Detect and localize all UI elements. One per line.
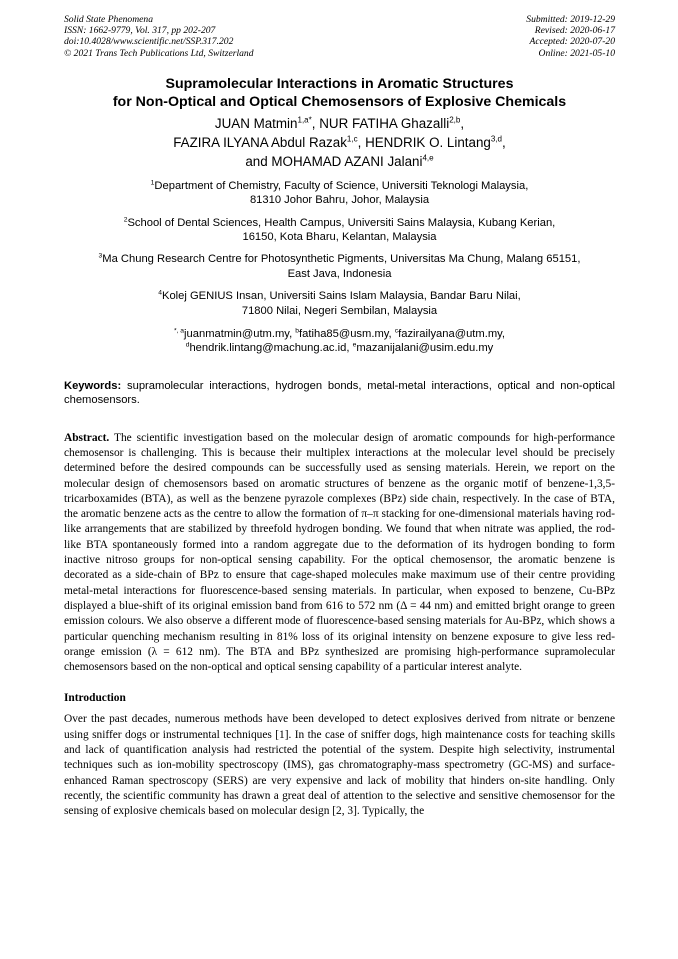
keywords <box>64 379 615 408</box>
author-name: JUAN Matmin <box>214 115 298 131</box>
author-name: HENDRIK O. Lintang <box>365 134 491 150</box>
affiliation-number: 2 <box>123 215 128 223</box>
date-submitted: Submitted: 2019-12-29 <box>526 14 615 25</box>
author-affiliation-mark: 4,e <box>422 153 434 163</box>
paper-title <box>64 75 615 111</box>
affiliation-line: Kolej GENIUS Insan, Universiti Sains Islam Malaysia, Bandar Baru Nilai, <box>161 290 521 303</box>
affiliation-3 <box>64 252 615 281</box>
affiliation-4 <box>64 289 615 318</box>
affiliation-line: 71800 Nilai, Negeri Sembilan, Malaysia <box>241 304 438 317</box>
author-line-2 <box>64 133 615 152</box>
date-revised: Revised: 2020-06-17 <box>534 25 615 37</box>
abstract <box>64 431 615 676</box>
journal-copyright: © 2021 Trans Tech Publications Ltd, Switzerland <box>64 47 254 59</box>
date-accepted: Accepted: 2020-07-20 <box>529 36 615 48</box>
journal-doi: doi:10.4028/www.scientific.net/SSP.317.202 <box>64 36 234 48</box>
affiliation-number: 1 <box>150 179 155 187</box>
author-emails <box>64 327 615 356</box>
email-address[interactable]: fazirailyana@utm.my, <box>398 328 506 341</box>
author-affiliation-mark: 1,c <box>346 134 358 144</box>
email-address[interactable]: mazanijalani@usim.edu.my <box>356 342 494 355</box>
author-name: NUR FATIHA Ghazalli <box>319 115 450 131</box>
affiliation-2 <box>64 216 615 245</box>
author-separator: , <box>311 115 320 131</box>
author-separator: , <box>502 134 506 150</box>
email-mark: c <box>394 327 399 335</box>
title-line-1: Supramolecular Interactions in Aromatic Structures <box>165 75 514 92</box>
email-address[interactable]: hendrik.lintang@machung.ac.id, <box>189 342 353 355</box>
email-mark: b <box>295 327 300 335</box>
title-line-2: for Non-Optical and Optical Chemosensors of Explosive Chemicals <box>112 93 567 110</box>
author-line-1 <box>64 114 615 133</box>
author-name: MOHAMAD AZANI Jalani <box>271 153 423 169</box>
email-mark: *, a <box>173 327 185 335</box>
affiliation-number: 3 <box>98 252 103 260</box>
author-list <box>64 114 615 171</box>
email-address[interactable]: juanmatmin@utm.my, <box>184 328 296 341</box>
journal-header <box>64 14 615 59</box>
email-mark: e <box>352 341 357 349</box>
introduction-paragraph: Over the past decades, numerous methods have been developed to detect explosives derived from nitrate or benzene using sniffer dogs or instrumental techniques [1]. In the case of sniffer dogs, high maintenance costs for teaching skills and lack of quantification analysis had restricted the potential of the system. Despite high selectivity, instrumental techniques such as ion-mobility spectroscopy (IMS), gas chromatography-mass spectrometry (GC-MS) and surface-enhanced Raman spectroscopy (SERS) are very expensive and lack of mobility that hinders on-site handling. Only recently, the scientific community has drawn a great deal of attention to the selective and sensitive chemosensor for the sensing of explosive chemicals based on molecular design [2, 3]. Typically, the <box>64 713 615 818</box>
paper-page <box>64 14 615 820</box>
date-online: Online: 2021-05-10 <box>538 47 615 59</box>
affiliation-line: 16150, Kota Bharu, Kelantan, Malaysia <box>242 231 437 244</box>
author-line-3 <box>64 152 615 171</box>
affiliation-line: Ma Chung Research Centre for Photosynthetic Pigments, Universitas Ma Chung, Malang 65151, <box>102 253 581 266</box>
author-separator: , <box>460 115 465 131</box>
keywords-text: supramolecular interactions, hydrogen bonds, metal-metal interactions, optical and non-optical chemosensors. <box>64 379 615 407</box>
keywords-label: Keywords: <box>64 379 122 392</box>
email-mark: d <box>185 341 190 349</box>
author-affiliation-mark: 2,b <box>449 115 461 125</box>
journal-name: Solid State Phenomena <box>64 14 153 25</box>
affiliation-line: Department of Chemistry, Faculty of Science, Universiti Teknologi Malaysia, <box>154 179 529 192</box>
author-affiliation-mark: 3,d <box>490 134 503 144</box>
abstract-text: The scientific investigation based on the molecular design of aromatic compounds for high-performance chemosensor is challenging. This is because their multiplex interactions at the molecular level should be precisely determined before the desired compounds can be successfully used as sensing materials. Herein, we report on the molecular design of chemosensors based on aromatic structures of benzene as the organic motif of benzene-1,3,5-tricarboxamides (BTA), as well as the benzene pyrazole complexes (BPz) side chain, respectively. In the case of BTA, the aromatic benzene acts as the centre to allow the formation of π–π stacking for one-dimensional materials having rod-like arrangements that are stabilized by threefold hydrogen bonding. We found that when nitrate was applied, the rod-like BTA spontaneously formed into a random aggregate due to the deformation of its hydrogen bonding to form inactive nitroso groups for non-optical sensing capability. For the optical chemosensor, the aromatic benzene is decorated as a side-chain of BPz to ensure that cage-shaped molecules make maximum use of their centre providing metal-metal interactions for fluorescence-based sensing materials. In particular, when exposed to benzene, Cu-BPz displayed a blue-shift of its original emission band from 616 to 572 nm (Δ = 44 nm) and emitted bright orange to green emission colours. We also observe a different mode of fluorescence-based sensing materials for Au-BPz, which shows a particular quenching mechanism resulting in 81% loss of its original intensity on benzene exposure to give less red-orange emission (λ = 612 nm). The BTA and BPz synthesized are promising high-performance supramolecular chemosensors based on the non-optical and optical sensing capability of a particular interest analyte. <box>64 431 615 674</box>
author-affiliation-mark: 1,a* <box>297 115 312 125</box>
author-conjunction: and <box>245 153 272 169</box>
author-name: FAZIRA ILYANA Abdul Razak <box>173 134 347 150</box>
affiliation-number: 4 <box>158 289 162 297</box>
affiliation-1 <box>64 179 615 208</box>
journal-issn: ISSN: 1662-9779, Vol. 317, pp 202-207 <box>64 25 216 37</box>
journal-info <box>64 14 254 59</box>
author-separator: , <box>357 134 366 150</box>
submission-dates <box>526 14 615 59</box>
affiliation-line: School of Dental Sciences, Health Campus, Universiti Sains Malaysia, Kubang Kerian, <box>127 216 556 229</box>
affiliation-line: East Java, Indonesia <box>287 267 392 280</box>
email-address[interactable]: fatiha85@usm.my, <box>299 328 395 341</box>
affiliation-line: 81310 Johor Bahru, Johor, Malaysia <box>249 194 430 207</box>
abstract-label: Abstract. <box>64 431 110 444</box>
section-heading-introduction: Introduction <box>64 692 126 705</box>
